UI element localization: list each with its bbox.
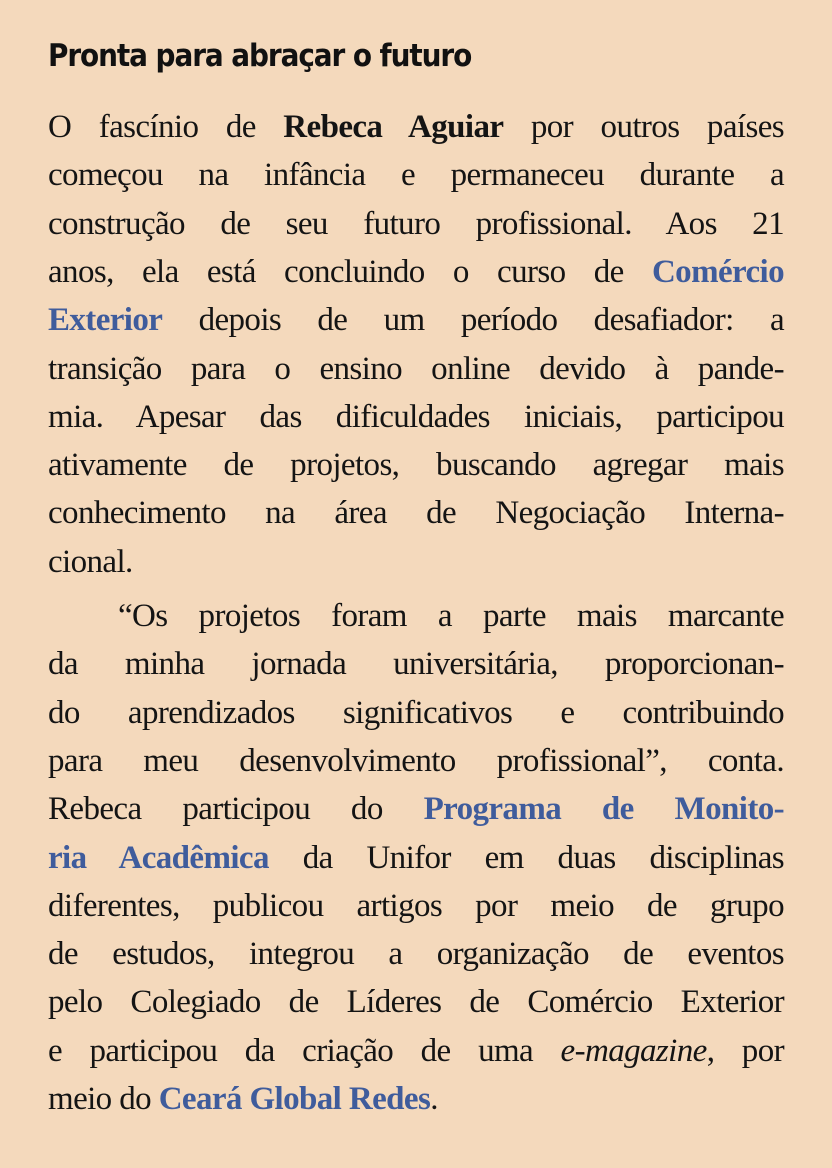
italic-term: e-magazine — [560, 1032, 707, 1069]
text-line: meio do Ceará Global Redes. — [48, 1081, 438, 1117]
highlight-link[interactable]: Ceará Global Redes — [158, 1081, 431, 1117]
text-line: da minha jornada universitária, proporcionan- — [48, 646, 784, 683]
highlight-link[interactable]: Exterior — [48, 302, 163, 339]
text-line: cional. — [48, 543, 133, 580]
text-line: O fascínio de Rebeca Aguiar por outros países — [48, 109, 784, 145]
text-line: transição para o ensino online devido à pande- — [48, 350, 784, 387]
text-line: mia. Apesar das dificuldades iniciais, participou — [48, 398, 784, 435]
text-line: do aprendizados significativos e contribuindo — [48, 694, 784, 731]
highlight-link[interactable]: ria Acadêmica — [48, 839, 269, 876]
text-line: começou na infância e permaneceu durante a — [48, 157, 784, 194]
text-line: ria Acadêmica da Unifor em duas disciplinas — [48, 839, 784, 876]
text-line: e participou da criação de uma e-magazine, por — [48, 1032, 784, 1069]
highlight-link[interactable]: Comércio — [651, 253, 784, 290]
bold-name: Rebeca Aguiar — [283, 109, 504, 145]
text-line: ativamente de projetos, buscando agregar mais — [48, 447, 784, 484]
text-line: anos, ela está concluindo o curso de Comércio — [48, 253, 784, 290]
text-line: Rebeca participou do Programa de Monito- — [48, 791, 784, 828]
text-line: Exterior depois de um período desafiador: a — [48, 302, 784, 339]
article-title: Pronta para abraçar o futuro — [48, 38, 472, 74]
text-line: diferentes, publicou artigos por meio de grupo — [48, 887, 784, 924]
text-line: construção de seu futuro profissional. Aos 21 — [48, 205, 784, 242]
text-line: de estudos, integrou a organização de eventos — [48, 936, 784, 973]
text-line: “Os projetos foram a parte mais marcante — [118, 598, 784, 634]
highlight-link[interactable]: Programa de Monito- — [423, 791, 784, 828]
text-line: para meu desenvolvimento profissional”, conta. — [48, 742, 784, 779]
text-line: conhecimento na área de Negociação Interna- — [48, 495, 784, 532]
text-line: pelo Colegiado de Líderes de Comércio Exterior — [48, 984, 784, 1021]
